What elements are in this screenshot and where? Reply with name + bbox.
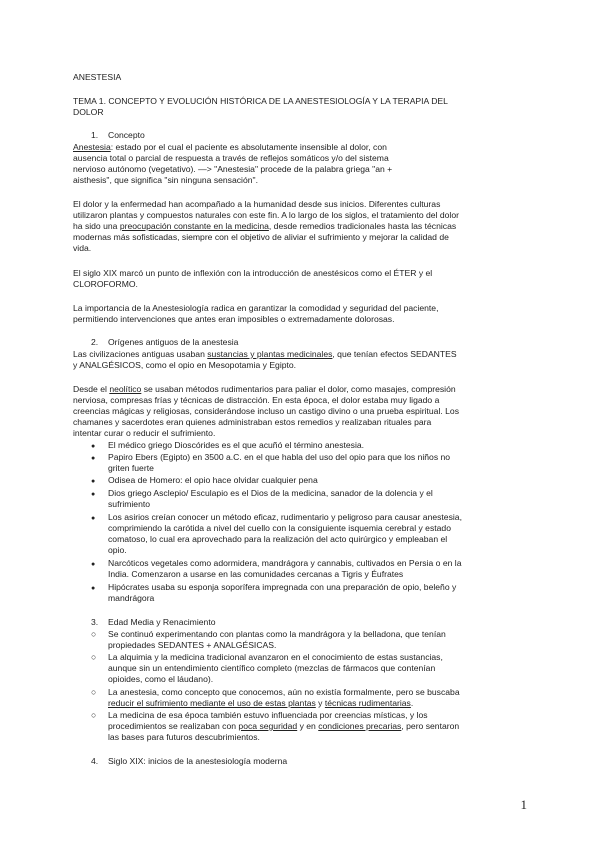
s2-paragraph-2-line-2: nerviosa, compresas frías y técnicas de distracción. En esta época, el dolor estaba muy ligado a <box>73 395 440 405</box>
text-run: se usaban métodos rudimentarios para paliar el dolor, como masajes, compresión <box>141 384 456 394</box>
s2-paragraph-1-line-2: y ANALGÉSICOS, como el opio en Mesopotamia y Egipto. <box>73 360 297 370</box>
underlined-phrase: sustancias y plantas medicinales <box>207 349 333 359</box>
underlined-phrase: preocupación constante en la medicina <box>119 221 269 231</box>
text-run: , que tenían efectos SEDANTES <box>332 349 457 359</box>
s3-item-2-line-1: La alquimia y la medicina tradicional avanzaron en el conocimiento de estas sustancias, <box>108 652 443 662</box>
s3-item-2-line-2: aunque sin un entendimiento científico completo (mezclas de fármacos que contenían <box>108 663 436 673</box>
s1-paragraph-1-line-4: modernas más sofisticadas, siempre con el objetivo de aliviar el sufrimiento y mejorar la calidad de <box>73 232 449 242</box>
s3-item-1-line-1: Se continuó experimentando con plantas como la mandrágora y la belladona, que tenían <box>108 629 446 639</box>
text-run: ha sido una <box>73 221 120 231</box>
bullet-5-line-1: Los asirios creían conocer un método eficaz, rudimentario y peligroso para causar anestesia, <box>108 512 462 522</box>
text-run: procedimientos se realizaban con <box>108 721 239 731</box>
s1-paragraph-2-line-1: El siglo XIX marcó un punto de inflexión con la introducción de anestésicos como el ÉTER y el <box>73 268 433 278</box>
s1-paragraph-1-line-5: vida. <box>73 243 92 253</box>
bullet-icon: ● <box>91 478 96 485</box>
s2-paragraph-2-line-4: chamanes y sacerdotes eran quienes administraban estos remedios y realizaban rituales para <box>73 417 432 427</box>
s3-item-3-line-2 <box>108 698 413 709</box>
tema-heading-line-1: TEMA 1. CONCEPTO Y EVOLUCIÓN HISTÓRICA DE LA ANESTESIOLOGÍA Y LA TERAPIA DEL <box>73 96 448 106</box>
tema-heading-line-2: DOLOR <box>73 107 104 117</box>
circle-bullet-icon: ○ <box>91 687 97 697</box>
s3-item-2-line-3: opioides, como el láudano). <box>108 674 214 684</box>
bullet-5-line-2: comprimiendo la carótida a nivel del cuello con la consiguiente isquemia cerebral y estado <box>108 523 451 533</box>
section-4-number: 4. <box>91 756 99 766</box>
bullet-5-line-3: comatoso, lo cual era aprovechado para la realización del acto quirúrgico y empleaban el <box>108 534 448 544</box>
bullet-7-line-2: mandrágora <box>108 593 155 603</box>
s2-paragraph-2-line-3: creencias mágicas y religiosas, considerándose incluso un castigo divino o una prueba espiritual. Los <box>73 406 459 416</box>
underlined-phrase: neolítico <box>109 384 142 394</box>
definition-line-3: nervioso autónomo (vegetativo). —> "Anestesia" procede de la palabra griega "an + <box>73 164 393 174</box>
s1-paragraph-3-line-1: La importancia de la Anestesiología radica en garantizar la comodidad y seguridad del paciente, <box>73 303 439 313</box>
section-3-heading: Edad Media y Renacimiento <box>108 617 216 627</box>
circle-bullet-icon: ○ <box>91 652 97 662</box>
s3-item-4-line-2 <box>108 721 459 732</box>
underlined-phrase: poca seguridad <box>238 721 298 731</box>
s3-item-3-line-1: La anestesia, como concepto que conocemos, aún no existía formalmente, pero se buscaba <box>108 687 460 697</box>
definition-term: Anestesia <box>73 142 111 152</box>
bullet-1-line-1: El médico griego Dioscórides es el que acuñó el término anestesia. <box>108 440 365 450</box>
s1-paragraph-1-line-1: El dolor y la enfermedad han acompañado a la humanidad desde sus inicios. Diferentes culturas <box>73 199 441 209</box>
text-run: . <box>410 698 414 708</box>
section-4-heading: Siglo XIX: inicios de la anestesiología moderna <box>108 756 288 766</box>
definition-line-1 <box>73 142 387 153</box>
bullet-icon: ● <box>91 561 96 568</box>
text-run: y <box>315 698 325 708</box>
circle-bullet-icon: ○ <box>91 629 97 639</box>
underlined-phrase: técnicas rudimentarias <box>324 698 411 708</box>
section-1-number: 1. <box>91 130 99 140</box>
s1-paragraph-2-line-2: CLOROFORMO. <box>73 279 138 289</box>
s3-item-4-line-3: las bases para futuros descubrimientos. <box>108 732 260 742</box>
bullet-icon: ● <box>91 515 96 522</box>
bullet-7-line-1: Hipócrates usaba su esponja soporífera impregnada con una preparación de opio, beleño y <box>108 582 457 592</box>
text-run: Desde el <box>73 384 110 394</box>
definition-text: : estado por el cual el paciente es absolutamente insensible al dolor, con <box>110 142 387 152</box>
section-1-heading: Concepto <box>108 130 145 140</box>
s1-paragraph-3-line-2: permitiendo intervenciones que antes eran imposibles o extremadamente dolorosas. <box>73 314 395 324</box>
text-run: , pero sentaron <box>401 721 460 731</box>
text-run: y en <box>297 721 319 731</box>
section-2-heading: Orígenes antiguos de la anestesia <box>108 337 239 347</box>
bullet-4-line-1: Dios griego Asclepio/ Esculapio es el Dios de la medicina, sanador de la dolencia y el <box>108 488 433 498</box>
s3-item-1-line-2: propiedades SEDANTES + ANALGÉSICAS. <box>108 640 277 650</box>
bullet-icon: ● <box>91 585 96 592</box>
bullet-6-line-2: India. Comenzaron a usarse en las comunidades cercanas a Tigris y Éufrates <box>108 569 404 579</box>
s2-paragraph-2-line-1 <box>73 384 456 395</box>
bullet-5-line-4: opio. <box>108 545 127 555</box>
section-2-number: 2. <box>91 337 99 347</box>
circle-bullet-icon: ○ <box>91 710 97 720</box>
bullet-2-line-1: Papiro Ebers (Egipto) en 3500 a.C. en el que habla del uso del opio para que los niños no <box>108 452 451 462</box>
bullet-3-line-1: Odisea de Homero: el opio hace olvidar cualquier pena <box>108 475 318 485</box>
s1-paragraph-1-line-2: utilizaron plantas y compuestos naturales con este fin. A lo largo de los siglos, el tratamiento del dolor <box>73 210 459 220</box>
definition-line-4: aisthesis", que significa "sin ninguna sensación". <box>73 175 258 185</box>
bullet-icon: ● <box>91 491 96 498</box>
text-run: , desde remedios tradicionales hasta las técnicas <box>268 221 457 231</box>
text-run: Las civilizaciones antiguas usaban <box>73 349 208 359</box>
s2-paragraph-1-line-1 <box>73 349 457 360</box>
section-3-number: 3. <box>91 617 99 627</box>
s3-item-4-line-1: La medicina de esa época también estuvo influenciada por creencias místicas, y los <box>108 710 428 720</box>
bullet-4-line-2: sufrimiento <box>108 499 151 509</box>
bullet-6-line-1: Narcóticos vegetales como adormidera, mandrágora y cannabis, cultivados en Persia o en la <box>108 558 462 568</box>
bullet-icon: ● <box>91 455 96 462</box>
bullet-2-line-2: griten fuerte <box>108 463 154 473</box>
s1-paragraph-1-line-3 <box>73 221 456 232</box>
bullet-icon: ● <box>91 443 96 450</box>
document-title: ANESTESIA <box>73 72 122 82</box>
underlined-phrase: reducir el sufrimiento mediante el uso de estas plantas <box>108 698 316 708</box>
definition-line-2: ausencia total o parcial de respuesta a través de reflejos somáticos y/o del sistema <box>73 153 389 163</box>
s2-paragraph-2-line-5: intentar curar o reducir el sufrimiento. <box>73 428 216 438</box>
underlined-phrase: condiciones precarias <box>318 721 402 731</box>
page-number: 1 <box>520 797 527 812</box>
